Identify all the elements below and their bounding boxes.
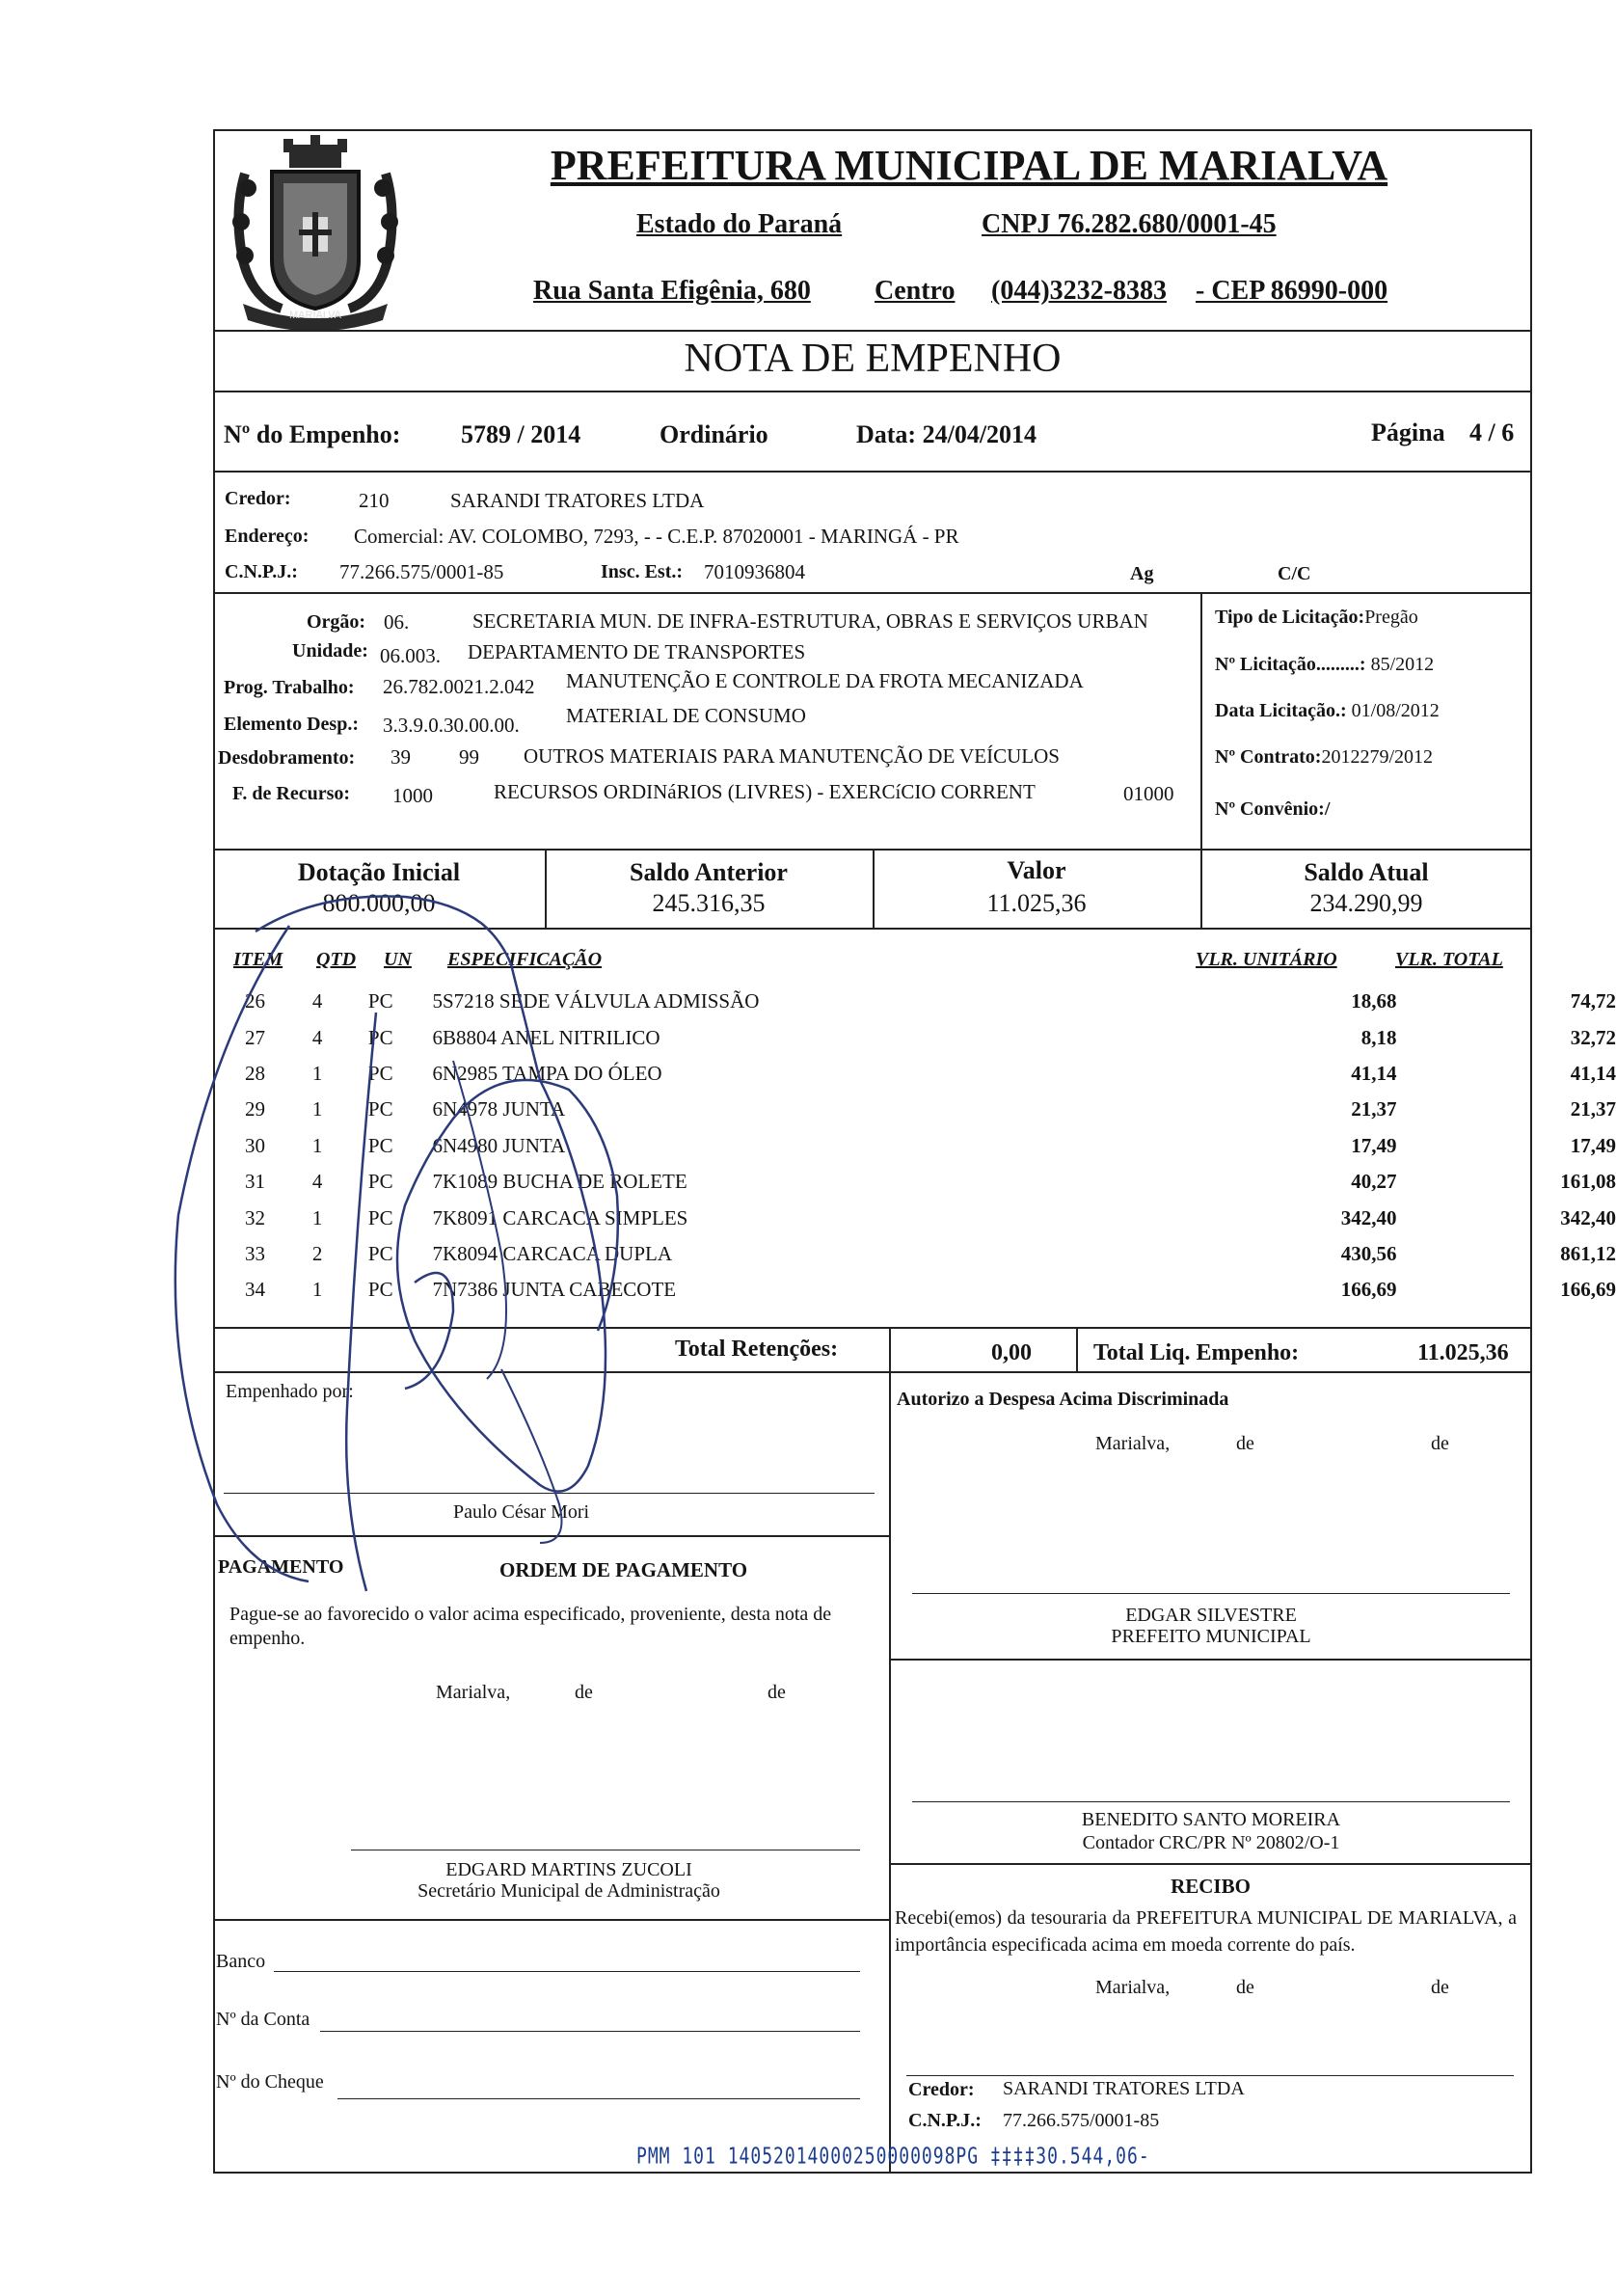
recibo-cnpj: 77.266.575/0001-85	[1003, 2110, 1160, 2131]
empenho-date: Data: 24/04/2014	[856, 420, 1037, 448]
col-qtd: QTD	[316, 949, 357, 970]
items-table	[220, 984, 1616, 1309]
licitacao-date-label: Data Licitação.: 01/08/2012	[1215, 700, 1440, 721]
page-label: Página	[1371, 419, 1445, 446]
address-label: Endereço:	[225, 526, 310, 547]
doc-title: NOTA DE EMPENHO	[684, 337, 1062, 381]
elemento-code: 3.3.9.0.30.00.00.	[383, 714, 520, 737]
pagamento-de1: de	[575, 1682, 593, 1703]
col-item: ITEM	[233, 949, 283, 970]
empenhado-signer: Paulo César Mori	[453, 1501, 590, 1523]
saldo-atual-label: Saldo Atual	[1304, 858, 1429, 886]
phone: (044)3232-8383	[991, 276, 1167, 306]
credor-label: Credor:	[225, 488, 291, 509]
table-row: 30 1 PC 6N4980 JUNTA 17,49 17,49	[245, 1133, 1616, 1157]
autorizo-de1: de	[1236, 1433, 1254, 1454]
prog-name: MANUTENÇÃO E CONTROLE DA FROTA MECANIZADA	[566, 669, 1084, 692]
elemento-name: MATERIAL DE CONSUMO	[566, 704, 806, 727]
cep: - CEP 86990-000	[1196, 276, 1388, 306]
contador-role: Contador CRC/PR Nº 20802/O-1	[1082, 1832, 1340, 1853]
col-total-value: VLR. TOTAL	[1395, 949, 1503, 970]
recurso-code: 1000	[392, 784, 433, 807]
unidade-label: Unidade:	[292, 640, 368, 662]
col-un: UN	[384, 949, 412, 970]
licitacao-number: 85/2012	[1370, 654, 1435, 675]
credor-name: SARANDI TRATORES LTDA	[450, 489, 705, 512]
credor-code: 210	[359, 489, 390, 512]
dotacao-value: 800.000,00	[322, 889, 436, 917]
licitacao-number-label: Nº Licitação.........: 85/2012	[1215, 654, 1435, 675]
municipal-coat-of-arms-icon	[224, 135, 407, 333]
orgao-code: 06.	[384, 610, 410, 634]
saldo-atual-value: 234.290,99	[1309, 889, 1423, 917]
pagamento-text: Pague-se ao favorecido o valor acima especificado, proveniente, desta nota de empenho.	[229, 1604, 832, 1649]
banco-label: Banco	[216, 1951, 266, 1972]
prog-label: Prog. Trabalho:	[224, 677, 355, 698]
empenho-type: Ordinário	[660, 420, 768, 448]
table-row: 26 4 PC 5S7218 SEDE VÁLVULA ADMISSÃO 18,68 74,72	[245, 989, 1616, 1013]
valor-value: 11.025,36	[986, 889, 1087, 917]
recibo-text: Recebi(emos) da tesouraria da PREFEITURA MUNICIPAL DE MARIALVA, a importância especificada acima em moeda corrente do país.	[895, 1907, 1517, 1956]
page-number: 4 / 6	[1469, 419, 1515, 446]
saldo-anterior-value: 245.316,35	[652, 889, 766, 917]
col-especificacao: ESPECIFICAÇÃO	[447, 949, 603, 970]
ordem-pagamento-title: ORDEM DE PAGAMENTO	[499, 1558, 748, 1581]
secretario-role: Secretário Municipal de Administração	[417, 1880, 720, 1902]
table-row: 34 1 PC 7N7386 JUNTA CABECOTE 166,69 166,69	[245, 1278, 1616, 1302]
desdob-code1: 39	[391, 745, 411, 769]
empenhado-label: Empenhado por:	[226, 1381, 354, 1402]
valor-label: Valor	[1007, 856, 1066, 884]
municipality-title: PREFEITURA MUNICIPAL DE MARIALVA	[550, 142, 1388, 189]
empenho-number: 5789 / 2014	[461, 420, 581, 448]
orgao-label: Orgão:	[307, 611, 366, 633]
recibo-place: Marialva,	[1095, 1977, 1171, 1998]
autorizo-place: Marialva,	[1095, 1433, 1171, 1454]
prog-code: 26.782.0021.2.042	[383, 675, 535, 698]
total-retencoes-label: Total Retenções:	[675, 1337, 839, 1362]
table-row: 33 2 PC 7K8094 CARCACA DUPLA 430,56 861,12	[245, 1241, 1616, 1265]
table-row: 32 1 PC 7K8091 CARCACA SIMPLES 342,40 342,40	[245, 1205, 1616, 1229]
recibo-credor-label: Credor:	[908, 2079, 975, 2100]
prefeito-role: PREFEITO MUNICIPAL	[1111, 1626, 1311, 1647]
table-row: 27 4 PC 6B8804 ANEL NITRILICO 8,18 32,72	[245, 1025, 1616, 1049]
recurso-code2: 01000	[1123, 782, 1174, 805]
saldo-anterior-label: Saldo Anterior	[630, 858, 788, 886]
table-row: 29 1 PC 6N4978 JUNTA 21,37 21,37	[245, 1097, 1616, 1121]
authentication-code: PMM 101 14052014000250000098PG ‡‡‡‡30.544,06-	[636, 2143, 1150, 2171]
total-liq-value: 11.025,36	[1417, 1340, 1509, 1365]
unidade-name: DEPARTAMENTO DE TRANSPORTES	[468, 640, 806, 663]
conta-label: Nº da Conta	[216, 2009, 310, 2030]
credor-address: Comercial: AV. COLOMBO, 7293, - - C.E.P. 87020001 - MARINGÁ - PR	[354, 525, 959, 548]
contrato-label: Nº Contrato:2012279/2012	[1215, 746, 1434, 768]
dotacao-label: Dotação Inicial	[297, 858, 461, 886]
licitacao-date: 01/08/2012	[1351, 700, 1440, 721]
desdob-label: Desdobramento:	[218, 747, 356, 769]
orgao-name: SECRETARIA MUN. DE INFRA-ESTRUTURA, OBRAS E SERVIÇOS URBAN	[472, 609, 1148, 633]
table-row: 31 4 PC 7K1089 BUCHA DE ROLETE 40,27 161,08	[245, 1170, 1616, 1194]
svg-text:MARIALVA: MARIALVA	[289, 310, 341, 321]
pagamento-de2: de	[768, 1682, 786, 1703]
unidade-code: 06.003.	[380, 644, 441, 667]
desdob-name: OUTROS MATERIAIS PARA MANUTENÇÃO DE VEÍCULOS	[524, 744, 1060, 768]
district: Centro	[875, 276, 956, 306]
elemento-label: Elemento Desp.:	[224, 714, 359, 735]
recibo-cnpj-label: C.N.P.J.:	[908, 2110, 982, 2131]
secretario-name: EDGARD MARTINS ZUCOLI	[445, 1859, 692, 1880]
insc-value: 7010936804	[704, 560, 805, 583]
prefeito-name: EDGAR SILVESTRE	[1125, 1605, 1297, 1626]
convenio-label: Nº Convênio:/	[1215, 798, 1331, 820]
total-retencoes-value: 0,00	[991, 1340, 1032, 1365]
recurso-name: RECURSOS ORDINáRIOS (LIVRES) - EXERCíCIO CORRENT	[494, 780, 1036, 803]
pagamento-place: Marialva,	[436, 1682, 511, 1703]
credor-cnpj-label: C.N.P.J.:	[225, 561, 298, 582]
contador-name: BENEDITO SANTO MOREIRA	[1081, 1809, 1341, 1830]
state-name: Estado do Paraná	[636, 209, 843, 239]
cheque-label: Nº do Cheque	[216, 2071, 324, 2093]
cc-label: C/C	[1278, 563, 1311, 584]
empenho-label: Nº do Empenho:	[224, 420, 401, 448]
desdob-code2: 99	[459, 745, 479, 769]
total-liq-label: Total Liq. Empenho:	[1093, 1340, 1300, 1365]
ag-label: Ag	[1130, 563, 1154, 584]
insc-label: Insc. Est.:	[601, 561, 684, 582]
table-row: 28 1 PC 6N2985 TAMPA DO ÓLEO 41,14 41,14	[245, 1061, 1616, 1085]
recibo-de1: de	[1236, 1977, 1254, 1998]
municipality-cnpj: CNPJ 76.282.680/0001-45	[982, 209, 1277, 239]
autorizo-de2: de	[1431, 1433, 1449, 1454]
licitacao-type-label: Tipo de Licitação:Pregão	[1215, 607, 1418, 628]
recibo-de2: de	[1431, 1977, 1449, 1998]
licitacao-type: Pregão	[1364, 607, 1418, 628]
street-address: Rua Santa Efigênia, 680	[533, 276, 811, 306]
autorizo-label: Autorizo a Despesa Acima Discriminada	[897, 1389, 1229, 1410]
contrato-number: 2012279/2012	[1321, 746, 1434, 768]
recibo-title: RECIBO	[1171, 1875, 1251, 1898]
pagamento-label: PAGAMENTO	[218, 1556, 344, 1578]
recurso-label: F. de Recurso:	[232, 783, 351, 804]
credor-cnpj: 77.266.575/0001-85	[339, 560, 504, 583]
col-unit-value: VLR. UNITÁRIO	[1196, 949, 1337, 970]
recibo-credor: SARANDI TRATORES LTDA	[1003, 2078, 1245, 2099]
